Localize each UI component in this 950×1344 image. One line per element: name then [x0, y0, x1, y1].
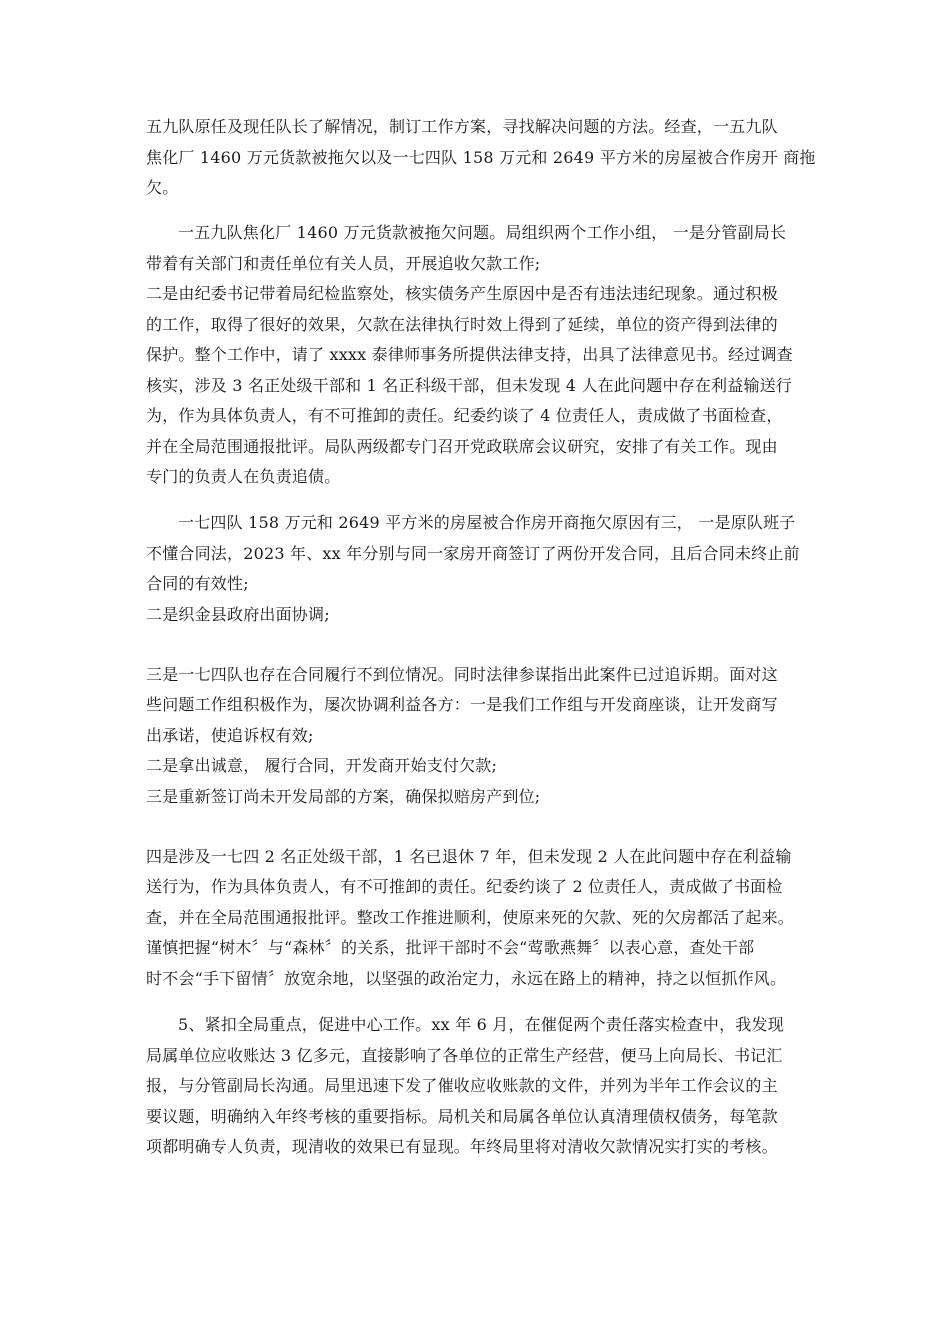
- text-line: 三是一七四队也存在合同履行不到位情况。同时法律参谋指出此案件已过追诉期。面对这: [146, 665, 778, 684]
- text-line: 谨慎把握“树木〞与“森林〞的关系，批评干部时不会“莺歌燕舞〞以表心意，查处干部: [146, 938, 755, 957]
- text-line: 出承诺，使追诉权有效;: [146, 726, 314, 745]
- text-line: 时不会“手下留情〞放宽余地，以坚强的政治定力，永远在路上的精神，持之以恒抓作风。: [146, 969, 787, 988]
- text-line: 送行为，作为具体负责人，有不可推卸的责任。纪委约谈了 2 位责任人，责成做了书面检: [146, 877, 783, 896]
- text-line: 核实，涉及 3 名正处级干部和 1 名正科级干部，但未发现 4 人在此问题中存在利益输送行: [146, 376, 793, 395]
- text-line: 一五九队焦化厂 1460 万元货款被拖欠问题。局组织两个工作小组， 一是分管副局长: [178, 223, 787, 242]
- text-line: 并在全局范围通报批评。局队两级都专门召开党政联席会议研究，安排了有关工作。现由: [146, 437, 778, 456]
- text-line: 合同的有效性;: [146, 574, 249, 593]
- text-line: 保护。整个工作中，请了 xxxx 泰律师事务所提供法律支持，出具了法律意见书。经过调查: [146, 345, 793, 364]
- text-line: 5、紧扣全局重点，促进中心工作。xx 年 6 月，在催促两个责任落实检查中，我发现: [178, 1015, 784, 1034]
- text-line: 为，作为具体负责人，有不可推卸的责任。纪委约谈了 4 位责任人，责成做了书面检查，: [146, 406, 783, 425]
- text-line: 局属单位应收账达 3 亿多元，直接影响了各单位的正常生产经营，便马上向局长、书记汇: [146, 1046, 783, 1065]
- text-line: 项都明确专人负责，现清收的效果已有显现。年终局里将对清收欠款情况实打实的考核。: [146, 1137, 778, 1156]
- text-line: 二是拿出诚意， 履行合同，开发商开始支付欠款;: [146, 756, 498, 775]
- text-line: 二是由纪委书记带着局纪检监察处，核实债务产生原因中是否有违法违纪现象。通过积极: [146, 284, 778, 303]
- text-line: 五九队原任及现任队长了解情况，制订工作方案，寻找解决问题的方法。经查，一五九队: [146, 117, 778, 136]
- text-line: 四是涉及一七四 2 名正处级干部，1 名已退休 7 年，但未发现 2 人在此问题中存在利益输: [146, 847, 792, 866]
- text-line: 三是重新签订尚未开发局部的方案，确保拟赔房产到位;: [146, 787, 541, 806]
- text-line: 不懂合同法，2023 年、xx 年分别与同一家房开商签订了两份开发合同，且后合同未终止前: [146, 544, 800, 563]
- text-line: 要议题，明确纳入年终考核的重要指标。局机关和局属各单位认真清理债权债务，每笔款: [146, 1107, 778, 1126]
- text-line: 报，与分管副局长沟通。局里迅速下发了催收应收账款的文件，并列为半年工作会议的主: [146, 1076, 778, 1095]
- text-line: 欠。: [146, 178, 179, 197]
- text-line: 带着有关部门和责任单位有关人员，开展追收欠款工作;: [146, 254, 541, 273]
- text-line: 焦化厂 1460 万元货款被拖欠以及一七四队 158 万元和 2649 平方米的房屋被合作房开 商拖: [146, 148, 816, 167]
- text-line: 的工作，取得了很好的效果，欠款在法律执行时效上得到了延续，单位的资产得到法律的: [146, 315, 778, 334]
- text-line: 二是织金县政府出面协调;: [146, 605, 330, 624]
- text-line: 一七四队 158 万元和 2649 平方米的房屋被合作房开商拖欠原因有三， 一是原队班子: [178, 513, 796, 532]
- text-line: 专门的负责人在负责追债。: [146, 467, 341, 486]
- text-line: 查，并在全局范围通报批评。整改工作推进顺利，使原来死的欠款、死的欠房都活了起来。: [146, 908, 795, 927]
- text-line: 些问题工作组积极作为，屡次协调利益各方：一是我们工作组与开发商座谈，让开发商写: [146, 695, 778, 714]
